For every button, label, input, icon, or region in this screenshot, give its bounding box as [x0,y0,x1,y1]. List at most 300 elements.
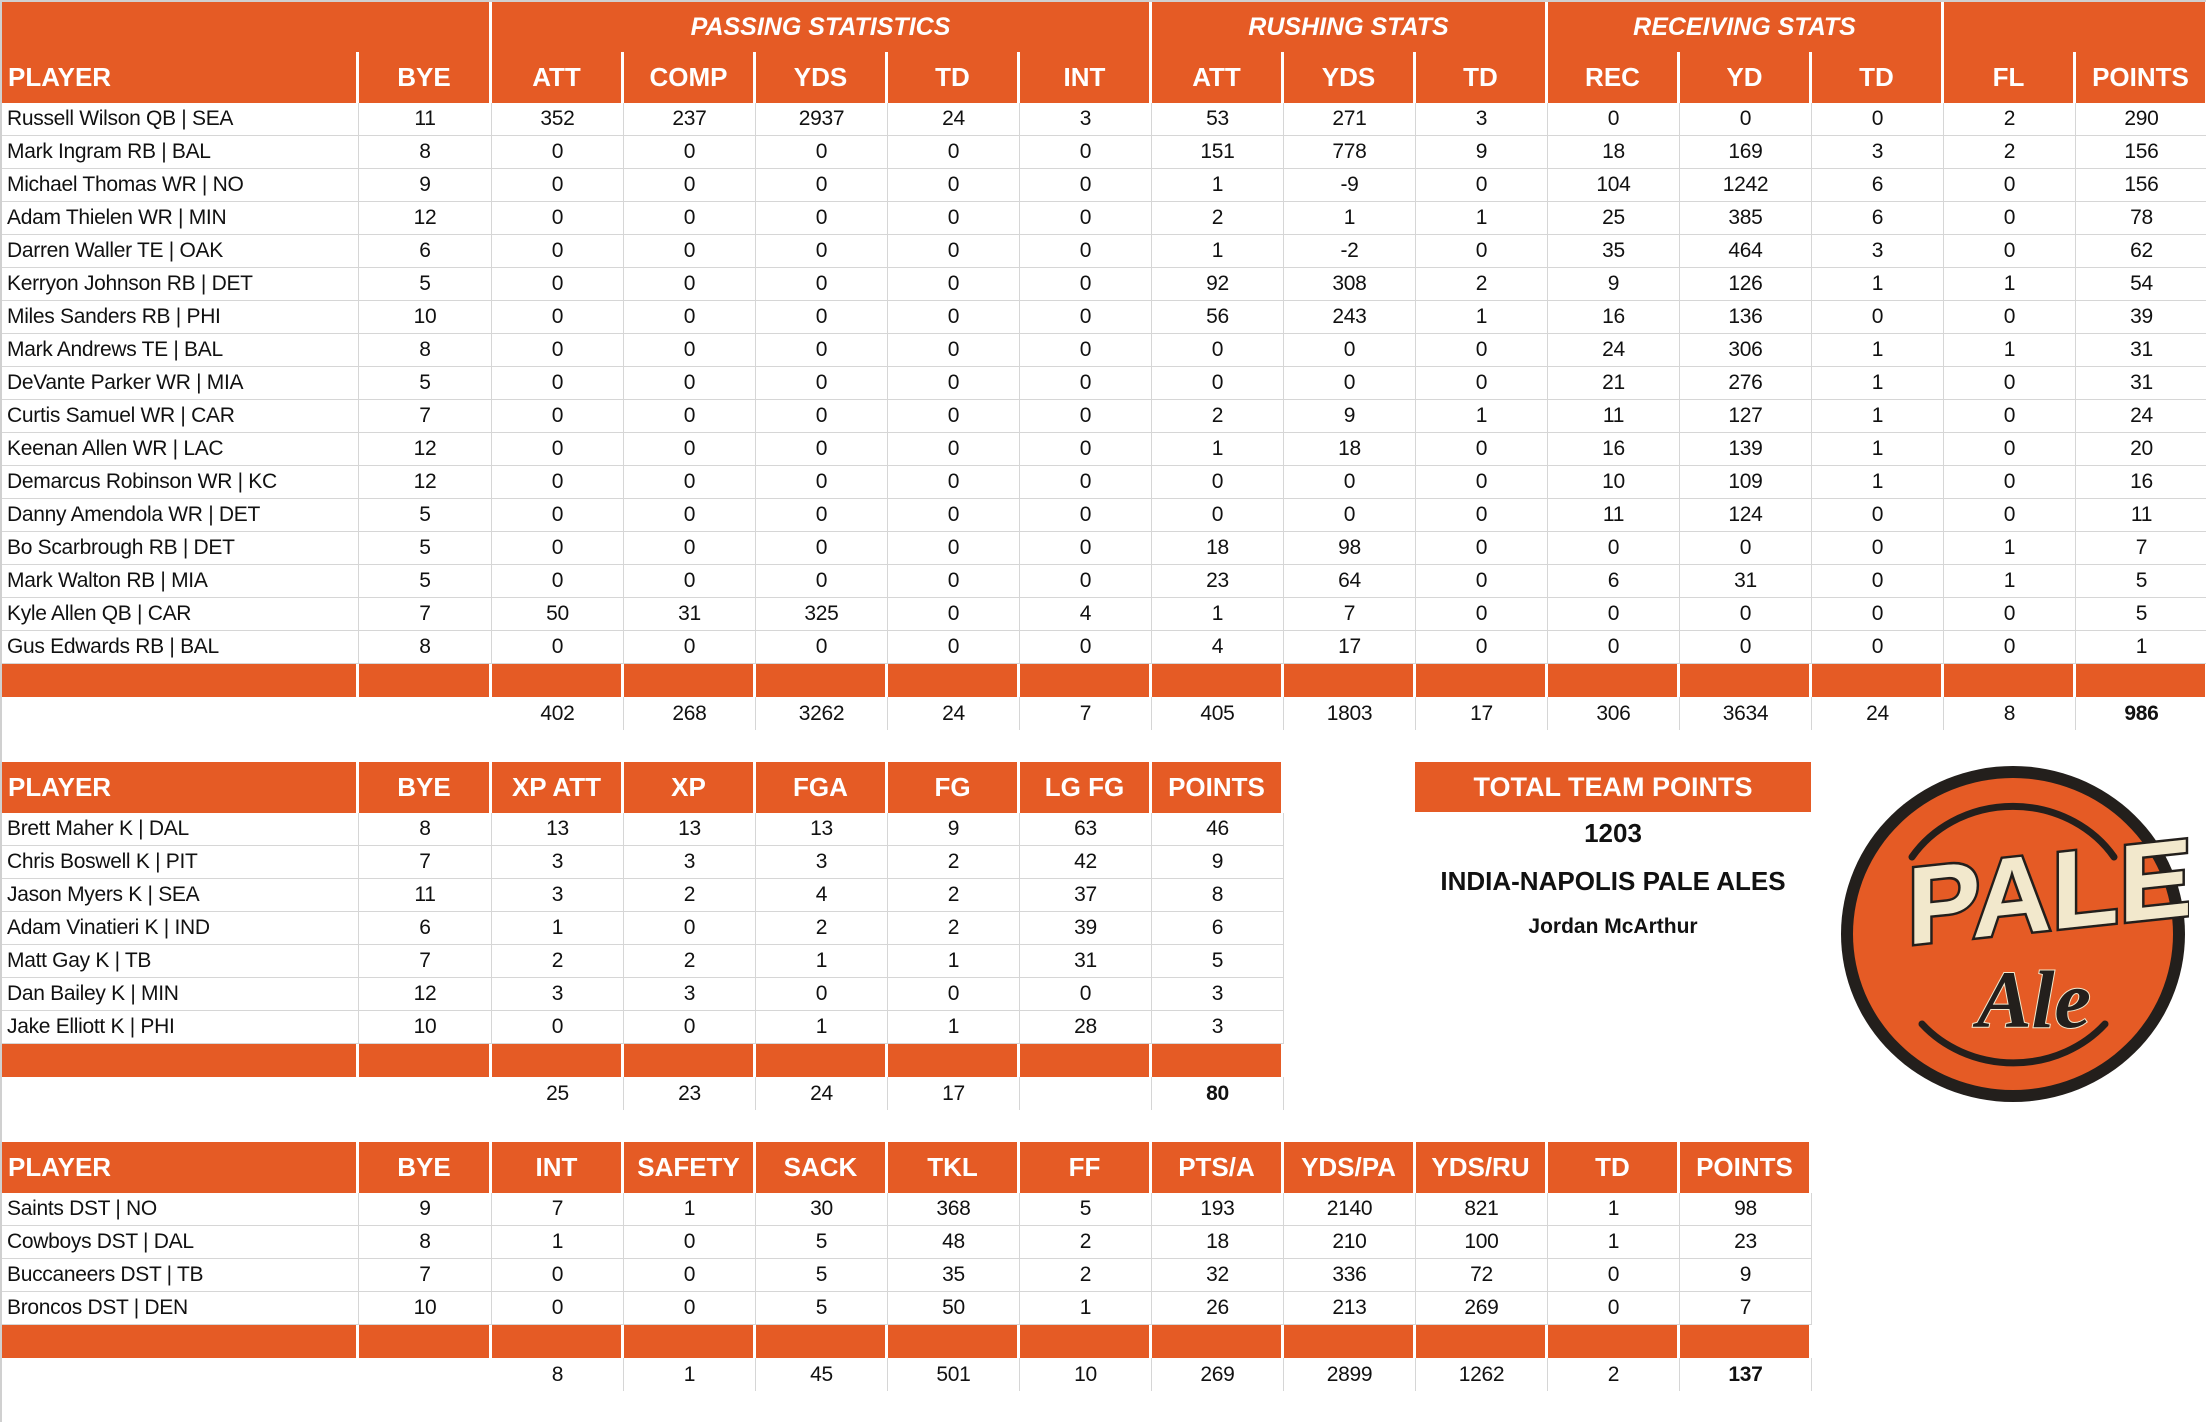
separator-cell [1020,1044,1152,1077]
separator-cell [1152,1044,1284,1077]
column-header-fg: FG [888,762,1020,813]
stat-cell: 21 [1548,367,1680,400]
stat-cell: 56 [1152,301,1284,334]
stat-cell: 0 [1416,466,1548,499]
separator-cell [624,1044,756,1077]
stat-cell: 0 [492,433,624,466]
column-header-pts-a: PTS/A [1152,1142,1284,1193]
stat-cell: 1 [1812,433,1944,466]
stat-cell: 3 [624,978,756,1011]
total-team-points-value: 1203 [1584,818,1642,848]
column-group-header [2,2,492,52]
stat-cell: 0 [1020,136,1152,169]
total-points-cell: 986 [2076,697,2206,730]
stat-cell: 169 [1680,136,1812,169]
stat-cell: 0 [1944,169,2076,202]
stat-cell: 0 [1284,466,1416,499]
column-header-int: INT [492,1142,624,1193]
total-cell [2,1358,359,1391]
stat-cell: 1 [1548,1226,1680,1259]
stat-cell: 0 [624,169,756,202]
stat-cell: 0 [1152,466,1284,499]
stat-cell: 1 [1944,334,2076,367]
stat-cell: 0 [1812,532,1944,565]
stat-cell: 12 [359,978,492,1011]
separator-cell [492,1044,624,1077]
stat-cell: 0 [1416,169,1548,202]
stat-cell: 9 [1548,268,1680,301]
column-header-td: TD [1812,52,1944,103]
stat-cell: 0 [888,136,1020,169]
stat-cell: 18 [1284,433,1416,466]
stat-cell: 109 [1680,466,1812,499]
stat-cell: 0 [1020,631,1152,664]
stat-cell: 0 [1812,499,1944,532]
column-header-yd: YD [1680,52,1812,103]
stat-cell: 1 [1020,1292,1152,1325]
total-cell: 24 [1812,697,1944,730]
total-cell: 1262 [1416,1358,1548,1391]
stat-cell: 0 [888,565,1020,598]
stat-cell: 0 [1812,103,1944,136]
stat-cell: 0 [888,598,1020,631]
stat-cell: 0 [756,978,888,1011]
stat-cell: 0 [1416,631,1548,664]
stat-cell: 28 [1020,1011,1152,1044]
stat-cell: 1 [1152,433,1284,466]
stat-cell: 352 [492,103,624,136]
stat-cell: 7 [359,598,492,631]
stat-cell: 5 [2076,598,2206,631]
stat-cell: 3 [1152,978,1284,1011]
stat-cell: 0 [756,631,888,664]
player-name-cell: Darren Waller TE | OAK [2,235,359,268]
defense-totals-row [2,1358,1812,1391]
column-group-header: RECEIVING STATS [1548,2,1944,52]
offense-stats-table [2,2,2206,730]
stat-cell: 9 [359,169,492,202]
stat-cell: 821 [1416,1193,1548,1226]
stat-cell: 31 [1020,945,1152,978]
column-header-player: PLAYER [2,762,359,813]
separator-cell [492,1325,624,1358]
stat-cell: 2 [888,846,1020,879]
table-row [2,367,2206,400]
separator-cell [1548,664,1680,697]
stat-cell: 7 [359,400,492,433]
stat-cell: 0 [624,1292,756,1325]
stat-cell: 10 [359,1011,492,1044]
total-cell: 10 [1020,1358,1152,1391]
stat-cell: 25 [1548,202,1680,235]
stat-cell: 0 [492,565,624,598]
stat-cell: 0 [1284,334,1416,367]
column-header-player: PLAYER [2,1142,359,1193]
stat-cell: 0 [1812,598,1944,631]
stat-cell: 11 [359,879,492,912]
stat-cell: 0 [1944,466,2076,499]
stat-cell: 1 [1944,268,2076,301]
separator-cell [888,664,1020,697]
stat-cell: 0 [492,136,624,169]
stat-cell: 8 [359,136,492,169]
stat-cell: 0 [624,202,756,235]
separator-cell [1416,1325,1548,1358]
stat-cell: 0 [1944,367,2076,400]
column-header-yds: YDS [1284,52,1416,103]
stat-cell: 0 [1020,169,1152,202]
table-row [2,879,1284,912]
stat-cell: 0 [624,301,756,334]
player-name-cell: Chris Boswell K | PIT [2,846,359,879]
offense-group-header-row [2,2,2206,52]
stat-cell: 2 [1020,1259,1152,1292]
stat-cell: 6 [359,912,492,945]
separator-cell [359,1044,492,1077]
separator-cell [756,1044,888,1077]
stat-cell: 11 [1548,499,1680,532]
column-group-header: PASSING STATISTICS [492,2,1152,52]
stat-cell: 2 [888,879,1020,912]
stat-cell: 6 [1152,912,1284,945]
stat-cell: 98 [1284,532,1416,565]
stat-cell: 104 [1548,169,1680,202]
separator-cell [2,1325,359,1358]
stat-cell: 7 [359,945,492,978]
stat-cell: 136 [1680,301,1812,334]
stat-cell: 1 [1944,565,2076,598]
stat-cell: 1 [1944,532,2076,565]
stat-cell: 5 [1020,1193,1152,1226]
player-name-cell: Curtis Samuel WR | CAR [2,400,359,433]
stat-cell: 336 [1284,1259,1416,1292]
stat-cell: 156 [2076,169,2206,202]
player-name-cell: Buccaneers DST | TB [2,1259,359,1292]
table-row [2,400,2206,433]
table-row [2,846,1284,879]
stat-cell: 39 [2076,301,2206,334]
stat-cell: 62 [2076,235,2206,268]
stat-cell: 0 [492,1259,624,1292]
stat-cell: 1 [1416,400,1548,433]
table-row [2,334,2206,367]
total-cell: 1803 [1284,697,1416,730]
stat-cell: 0 [1548,598,1680,631]
stat-cell: 48 [888,1226,1020,1259]
stat-cell: 0 [624,367,756,400]
kicker-totals-row [2,1077,1284,1110]
stat-cell: 0 [1152,334,1284,367]
stat-cell: 0 [888,978,1020,1011]
stat-cell: 2 [1020,1226,1152,1259]
table-row [2,598,2206,631]
stat-cell: 0 [492,202,624,235]
stat-cell: 2 [1944,103,2076,136]
column-header-td: TD [1548,1142,1680,1193]
total-cell: 17 [1416,697,1548,730]
stat-cell: 1 [624,1193,756,1226]
stat-cell: 11 [2076,499,2206,532]
stat-cell: 12 [359,466,492,499]
stat-cell: 53 [1152,103,1284,136]
separator-cell [492,664,624,697]
stat-cell: 6 [1812,202,1944,235]
stat-cell: 2 [888,912,1020,945]
stat-cell: 0 [624,400,756,433]
column-header-yds-ru: YDS/RU [1416,1142,1548,1193]
stat-cell: 368 [888,1193,1020,1226]
stat-cell: 35 [1548,235,1680,268]
player-name-cell: Bo Scarbrough RB | DET [2,532,359,565]
stat-cell: 7 [359,1259,492,1292]
stat-cell: 385 [1680,202,1812,235]
stat-cell: 0 [1416,565,1548,598]
table-row [2,103,2206,136]
stat-cell: 1 [756,1011,888,1044]
stat-cell: 290 [2076,103,2206,136]
separator-cell [1548,1325,1680,1358]
player-name-cell: Russell Wilson QB | SEA [2,103,359,136]
stat-cell: 16 [1548,301,1680,334]
stat-cell: 2 [756,912,888,945]
stat-cell: 0 [1944,301,2076,334]
total-cell: 8 [492,1358,624,1391]
column-header-points: POINTS [2076,52,2206,103]
stat-cell: 6 [1812,169,1944,202]
stat-cell: 0 [756,169,888,202]
stat-cell: 2 [1152,400,1284,433]
stat-cell: 0 [756,499,888,532]
stat-cell: 5 [2076,565,2206,598]
stat-cell: 5 [359,532,492,565]
stat-cell: 18 [1152,1226,1284,1259]
stat-cell: 0 [1416,433,1548,466]
stat-cell: 0 [1548,1259,1680,1292]
total-cell: 3262 [756,697,888,730]
stat-cell: 0 [624,631,756,664]
column-header-int: INT [1020,52,1152,103]
stat-cell: 1 [1152,598,1284,631]
stat-cell: 0 [1944,202,2076,235]
player-name-cell: Dan Bailey K | MIN [2,978,359,1011]
logo-pale-text: PALE [1907,815,2189,969]
stat-cell: 4 [1152,631,1284,664]
stat-cell: 0 [888,169,1020,202]
stat-cell: 0 [492,301,624,334]
stat-cell: 0 [888,499,1020,532]
stat-cell: 0 [1020,433,1152,466]
stat-cell: 1 [1416,202,1548,235]
column-header-rec: REC [1548,52,1680,103]
total-cell: 2899 [1284,1358,1416,1391]
stat-cell: 0 [1020,367,1152,400]
stat-cell: 0 [624,565,756,598]
stat-cell: 6 [359,235,492,268]
table-row [2,945,1284,978]
stat-cell: 23 [1152,565,1284,598]
stat-cell: 0 [492,169,624,202]
stat-cell: 0 [1020,400,1152,433]
stat-cell: 151 [1152,136,1284,169]
stat-cell: 0 [624,1011,756,1044]
player-name-cell: Kyle Allen QB | CAR [2,598,359,631]
column-header-yds-pa: YDS/PA [1284,1142,1416,1193]
stat-cell: 31 [1680,565,1812,598]
defense-body [2,1193,1812,1325]
stat-cell: 18 [1548,136,1680,169]
kicker-stats-table [2,762,1284,1110]
stat-cell: 0 [624,499,756,532]
player-name-cell: Danny Amendola WR | DET [2,499,359,532]
stat-cell: 5 [756,1292,888,1325]
separator-cell [1284,1325,1416,1358]
table-row [2,235,2206,268]
total-cell [359,1077,492,1110]
stat-cell: 0 [1680,103,1812,136]
stat-cell: 0 [1944,400,2076,433]
stat-cell: 0 [492,235,624,268]
stat-cell: 0 [624,268,756,301]
stat-cell: 0 [1944,433,2076,466]
table-row [2,532,2206,565]
separator-cell [1020,664,1152,697]
stat-cell: 464 [1680,235,1812,268]
table-row [2,978,1284,1011]
stat-cell: 1 [1284,202,1416,235]
stat-cell: 42 [1020,846,1152,879]
stat-cell: 213 [1284,1292,1416,1325]
stat-cell: 0 [492,532,624,565]
stat-cell: 1 [1416,301,1548,334]
stat-cell: 0 [1020,532,1152,565]
stat-cell: 193 [1152,1193,1284,1226]
separator-cell [2,1044,359,1077]
column-header-att: ATT [1152,52,1284,103]
stat-cell: -9 [1284,169,1416,202]
stat-cell: 0 [624,912,756,945]
stat-cell: 306 [1680,334,1812,367]
separator-cell [1680,1325,1812,1358]
separator-cell [624,1325,756,1358]
stat-cell: 12 [359,433,492,466]
team-name: INDIA-NAPOLIS PALE ALES [1440,866,1786,896]
stat-cell: 139 [1680,433,1812,466]
stat-cell: 0 [756,334,888,367]
stat-cell: 0 [1020,301,1152,334]
separator-cell [1944,664,2076,697]
table-row [2,268,2206,301]
stat-cell: 0 [756,433,888,466]
stat-cell: 0 [888,466,1020,499]
stat-cell: 16 [2076,466,2206,499]
stat-cell: 13 [492,813,624,846]
stat-cell: 1 [888,945,1020,978]
stat-cell: 92 [1152,268,1284,301]
total-points-cell: 137 [1680,1358,1812,1391]
column-header-yds: YDS [756,52,888,103]
column-header-points: POINTS [1680,1142,1812,1193]
total-cell [359,697,492,730]
stat-cell: 0 [756,301,888,334]
separator-cell [2076,664,2206,697]
stat-cell: 5 [359,268,492,301]
separator-cell [1680,664,1812,697]
stat-cell: 1242 [1680,169,1812,202]
stat-cell: 12 [359,202,492,235]
stat-cell: 3 [1416,103,1548,136]
stat-cell: 210 [1284,1226,1416,1259]
stat-cell: 0 [624,334,756,367]
total-cell: 23 [624,1077,756,1110]
stat-cell: 5 [756,1259,888,1292]
pale-ale-logo-icon [1837,762,2189,1106]
stat-cell: 0 [756,532,888,565]
stat-cell: 9 [359,1193,492,1226]
stat-cell: 3 [1812,136,1944,169]
column-header-safety: SAFETY [624,1142,756,1193]
stat-cell: 0 [624,1259,756,1292]
stat-cell: 0 [1416,334,1548,367]
stat-cell: 0 [756,565,888,598]
stat-cell: 9 [1680,1259,1812,1292]
table-row [2,912,1284,945]
stat-cell: 50 [888,1292,1020,1325]
stat-cell: 7 [492,1193,624,1226]
player-name-cell: Mark Andrews TE | BAL [2,334,359,367]
stat-cell: 10 [1548,466,1680,499]
player-name-cell: Brett Maher K | DAL [2,813,359,846]
stat-cell: 13 [756,813,888,846]
stat-cell: 24 [2076,400,2206,433]
stat-cell: 5 [359,499,492,532]
stat-cell: 2 [1944,136,2076,169]
player-name-cell: Cowboys DST | DAL [2,1226,359,1259]
separator-cell [1152,1325,1284,1358]
stat-cell: 1 [492,1226,624,1259]
separator-cell [1812,664,1944,697]
stat-cell: 0 [888,631,1020,664]
stat-cell: 5 [756,1226,888,1259]
column-header-td: TD [1416,52,1548,103]
stat-cell: 72 [1416,1259,1548,1292]
offense-header-row [2,52,2206,103]
total-cell: 24 [756,1077,888,1110]
stat-cell: 1 [1812,400,1944,433]
stat-cell: 3 [1812,235,1944,268]
stat-cell: 0 [1020,202,1152,235]
separator-cell [888,1044,1020,1077]
stat-cell: 18 [1152,532,1284,565]
stat-cell: 124 [1680,499,1812,532]
table-row [2,202,2206,235]
stat-cell: 0 [888,400,1020,433]
stat-cell: 0 [1680,532,1812,565]
stat-cell: 0 [756,268,888,301]
player-name-cell: Broncos DST | DEN [2,1292,359,1325]
table-row [2,466,2206,499]
stat-cell: 0 [1812,301,1944,334]
stat-cell: 2140 [1284,1193,1416,1226]
stat-cell: 269 [1416,1292,1548,1325]
stat-cell: 9 [1152,846,1284,879]
stat-cell: 1 [1152,169,1284,202]
column-header-xp-att: XP ATT [492,762,624,813]
stat-cell: 24 [888,103,1020,136]
stat-cell: 2 [492,945,624,978]
stat-cell: 0 [492,499,624,532]
stat-cell: 0 [756,235,888,268]
stat-cell: 0 [624,433,756,466]
